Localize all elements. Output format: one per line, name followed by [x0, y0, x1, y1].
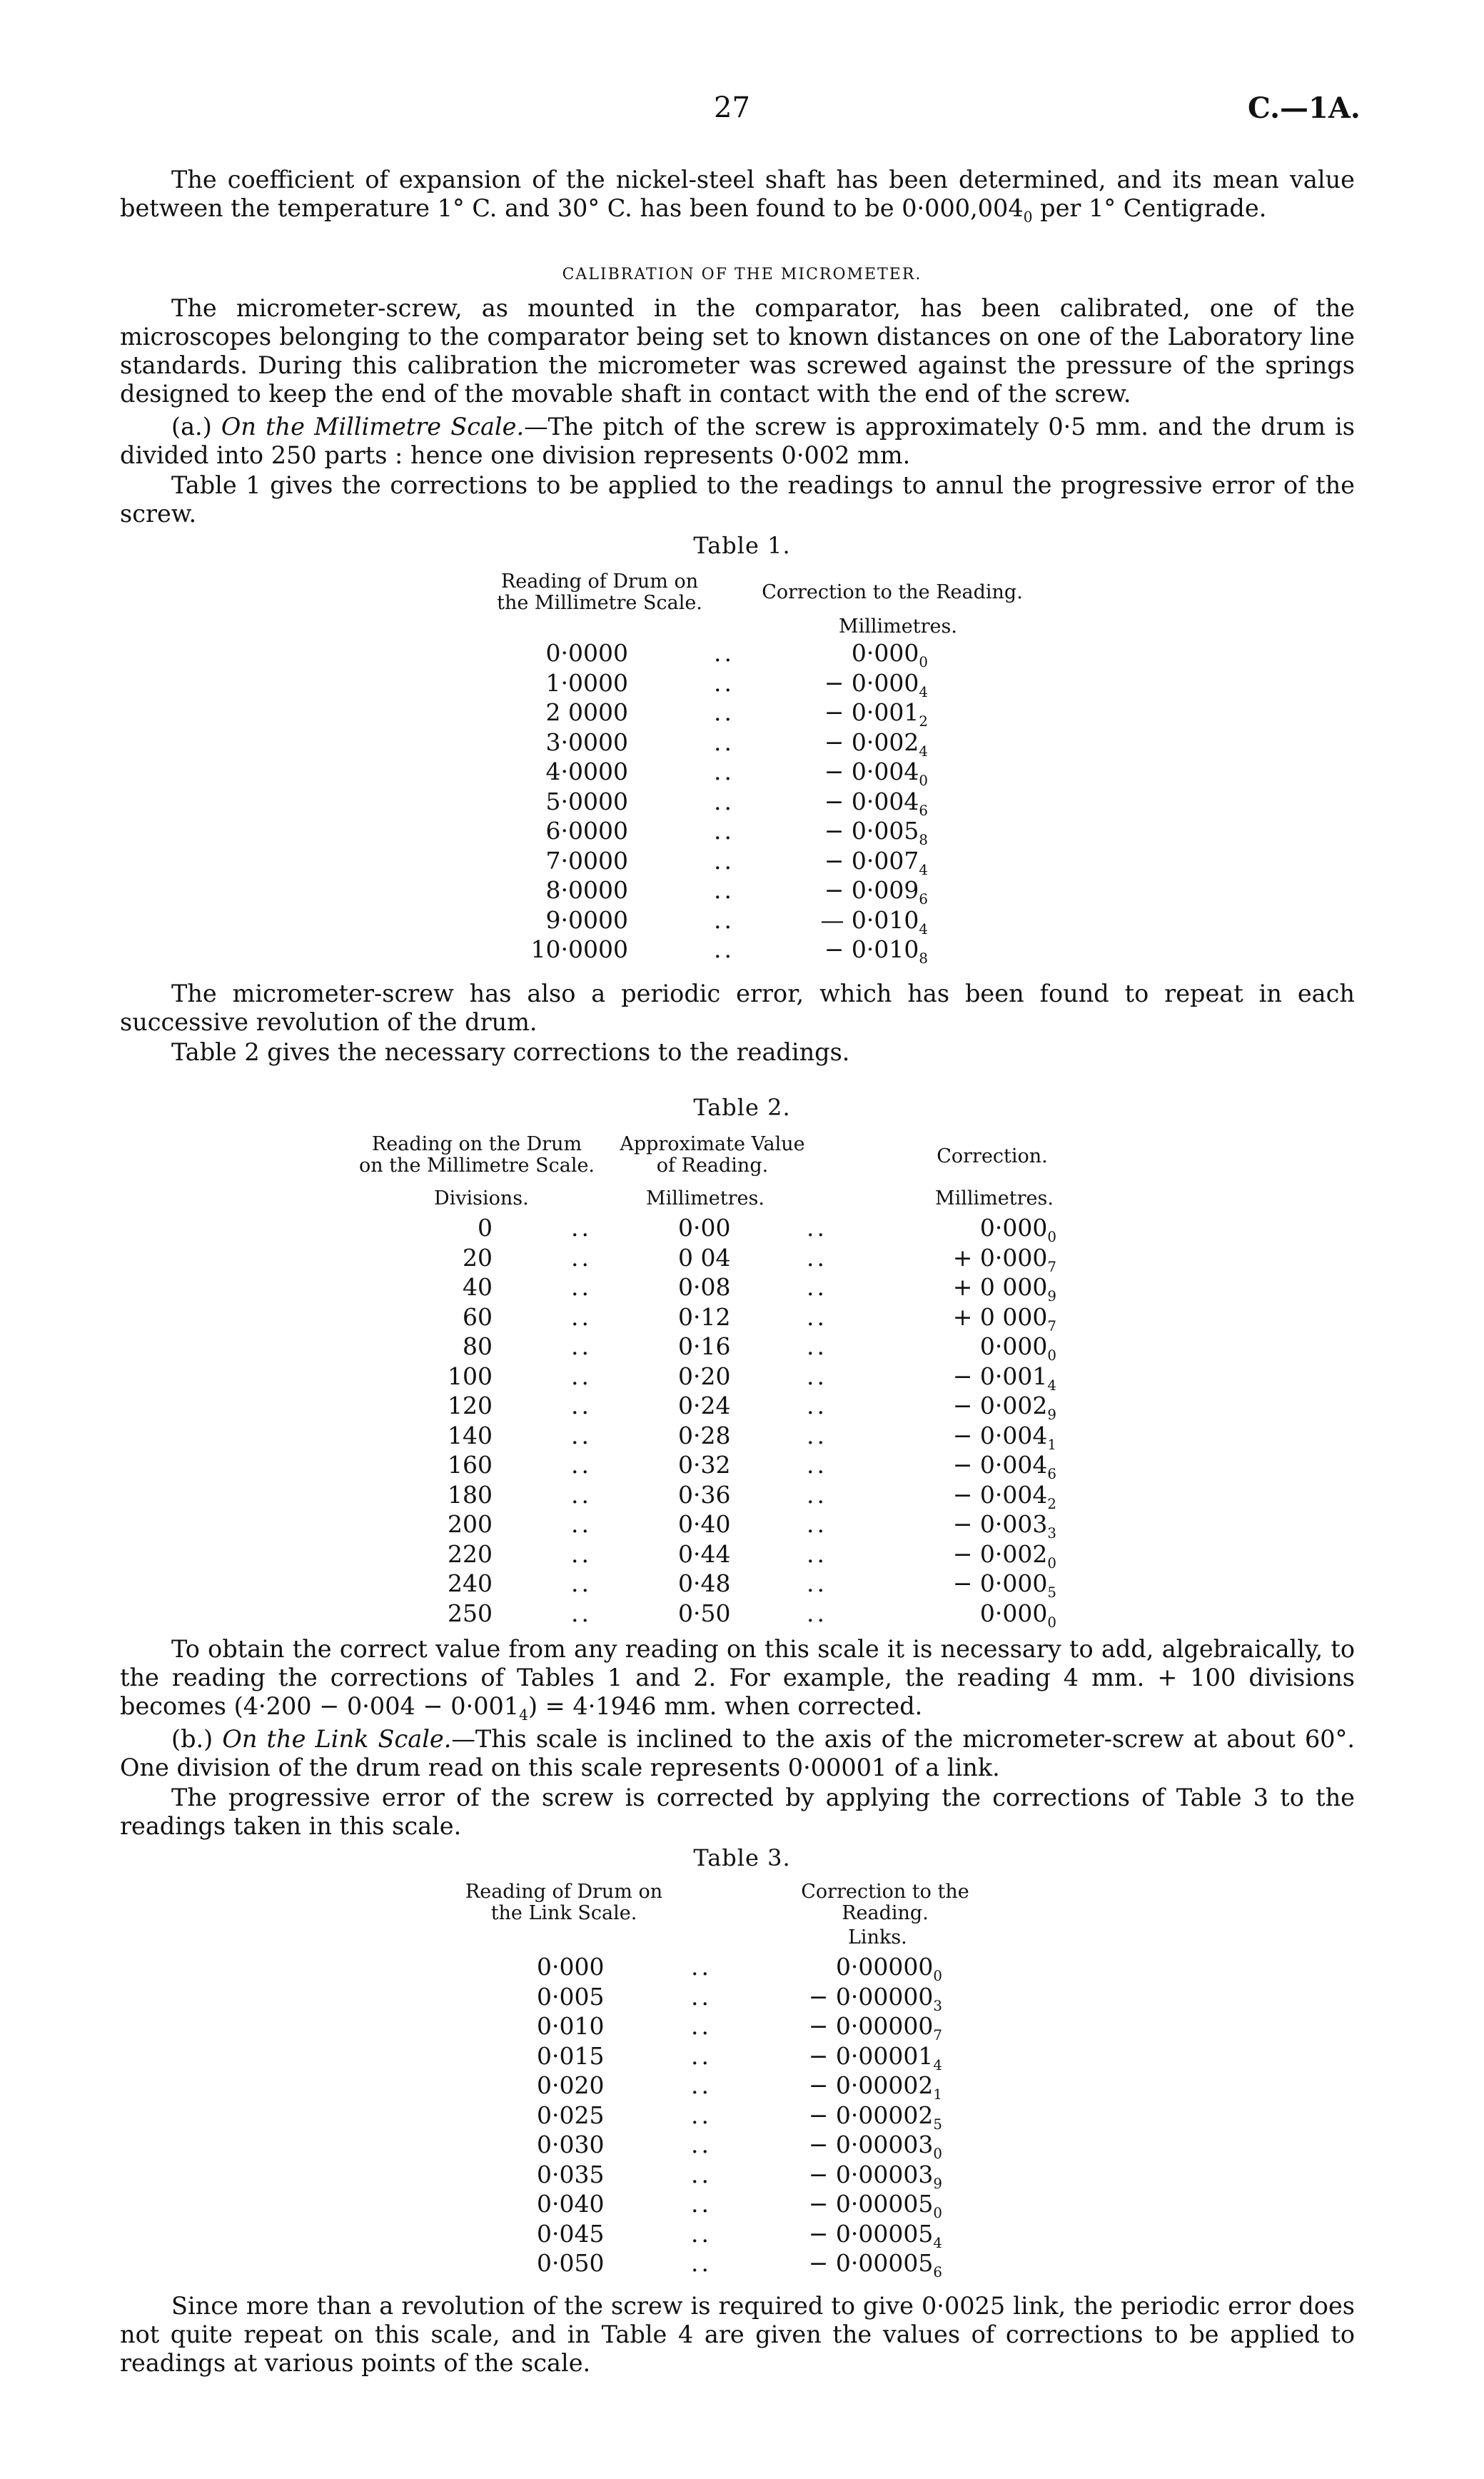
correction-subscript: 0: [933, 1968, 942, 1984]
leader-dots: ..: [714, 847, 735, 875]
correction-value: [892, 1244, 1056, 1275]
correction-text: − 0·00000: [808, 1983, 934, 2011]
drum-reading: 0·010: [537, 2012, 605, 2040]
correction-value: [757, 2161, 942, 2192]
table-row: [0, 876, 1484, 906]
example-paragraph: To obtain the correct value from any reading on this scale it is necessary to add, algebraically, to the reading the corrections of Tables 1 and 2. For example, the reading 4 mm. + 100 divisions becomes $(4\cdot 200 - 0\cdot 004 - 0\cdot 001_4) = 4\cdot 1946$ mm. when corrected.: [120, 1635, 1355, 1724]
leader-dots: ..: [691, 1953, 712, 1981]
correction-text: − 0·007: [824, 847, 919, 875]
correction-text: − 0·000: [824, 669, 919, 697]
leader-dots: ..: [807, 1569, 827, 1597]
table-row: [0, 1540, 1484, 1570]
leader-dots: ..: [571, 1303, 592, 1331]
correction-value: [757, 2131, 942, 2162]
drum-reading: 4·0000: [545, 758, 628, 785]
leader-dots: ..: [807, 1451, 827, 1479]
leader-dots: ..: [691, 1983, 712, 2011]
table2-col1-header: Reading on the Drum on the Millimetre Scale.: [358, 1133, 595, 1177]
table-row: [0, 1332, 1484, 1362]
drum-divisions: 20: [463, 1244, 493, 1272]
correction-text: + 0 000: [952, 1303, 1048, 1331]
table1-intro-paragraph: Table 1 gives the corrections to be applied to the readings to annul the progressive error of the screw.: [120, 471, 1355, 528]
leader-dots: ..: [571, 1569, 592, 1597]
drum-reading: 0·000: [537, 1953, 605, 1981]
table2-col2-units: Millimetres.: [646, 1187, 764, 1210]
table-row: [0, 2101, 1484, 2131]
approximate-value: 0·20: [678, 1362, 731, 1390]
calibration-paragraph: The micrometer-screw, as mounted in the comparator, has been calibrated, one of the microscopes belonging to the comparator being set to known distances on one of the Laboratory line standards. During this calibration the micrometer was screwed against the pressure of the springs designed to keep the end of the movable shaft in contact with the end of the screw.: [120, 294, 1355, 408]
correction-subscript: 7: [1047, 1259, 1056, 1275]
leader-dots: ..: [714, 935, 735, 963]
leader-dots: ..: [807, 1303, 827, 1331]
correction-subscript: 9: [1047, 1288, 1056, 1304]
correction-text: − 0·00005: [808, 2190, 934, 2218]
correction-text: — 0·010: [820, 906, 919, 934]
drum-reading: 7·0000: [545, 847, 628, 875]
leader-dots: ..: [807, 1244, 827, 1272]
drum-reading: 1·0000: [545, 669, 628, 697]
correction-text: 0·00000: [835, 1953, 934, 1981]
table-row: [0, 788, 1484, 818]
correction-text: − 0·004: [952, 1451, 1048, 1479]
correction-subscript: 0: [919, 773, 928, 789]
correction-value: [771, 935, 928, 967]
table-row: [0, 2042, 1484, 2072]
correction-subscript: 0: [933, 2205, 942, 2221]
table-row: [0, 817, 1484, 847]
leader-dots: ..: [714, 698, 735, 726]
drum-divisions: 180: [448, 1481, 493, 1509]
correction-subscript: 4: [919, 684, 928, 700]
correction-value: [771, 639, 928, 670]
leader-dots: ..: [691, 2131, 712, 2158]
correction-subscript: 4: [1047, 1377, 1056, 1394]
drum-reading: 8·0000: [545, 876, 628, 904]
leader-dots: ..: [691, 2249, 712, 2277]
drum-divisions: 120: [448, 1392, 493, 1419]
approximate-value: 0·44: [678, 1540, 731, 1568]
correction-value: [892, 1481, 1056, 1512]
correction-value: [892, 1332, 1056, 1364]
correction-subscript: 5: [1047, 1584, 1056, 1601]
drum-reading: 0·045: [537, 2220, 605, 2248]
approximate-value: 0·24: [678, 1392, 731, 1419]
table1-col1-header: Reading of Drum on the Millimetre Scale.: [497, 570, 702, 614]
table2-col2-header: Approximate Value of Reading.: [620, 1133, 805, 1177]
approximate-value: 0·28: [678, 1422, 731, 1449]
drum-divisions: 200: [448, 1510, 493, 1538]
leader-dots: ..: [571, 1451, 592, 1479]
table-row: [0, 1983, 1484, 2013]
link-scale-paragraph: (b.) On the Link Scale.—This scale is inclined to the axis of the micrometer-screw at about 60°. One division of the drum read on this scale represents 0·00001 of a link.: [120, 1725, 1355, 1781]
correction-text: 0·000: [851, 639, 919, 667]
correction-subscript: 0: [919, 654, 928, 670]
correction-text: + 0 000: [952, 1273, 1048, 1301]
correction-value: [892, 1214, 1056, 1245]
leader-dots: ..: [571, 1332, 592, 1360]
correction-subscript: 0: [933, 2146, 942, 2162]
correction-subscript: 0: [1047, 1614, 1056, 1631]
correction-text: − 0·00002: [808, 2071, 934, 2099]
approximate-value: 0·32: [678, 1451, 731, 1479]
leader-dots: ..: [807, 1362, 827, 1390]
correction-subscript: 3: [933, 1998, 942, 2014]
drum-divisions: 80: [463, 1332, 493, 1360]
approximate-value: 0·00: [678, 1214, 731, 1242]
correction-subscript: 6: [919, 891, 928, 907]
table2-intro-paragraph: Table 2 gives the necessary corrections to the readings.: [171, 1038, 850, 1066]
drum-divisions: 250: [448, 1599, 493, 1627]
approximate-value: 0 04: [678, 1244, 731, 1272]
table-row: [0, 1362, 1484, 1392]
drum-divisions: 160: [448, 1451, 493, 1479]
leader-dots: ..: [691, 2071, 712, 2099]
drum-divisions: 40: [463, 1273, 493, 1301]
leader-dots: ..: [691, 2042, 712, 2070]
correction-value: [892, 1303, 1056, 1334]
drum-reading: 0·020: [537, 2071, 605, 2099]
correction-text: − 0·002: [952, 1392, 1048, 1419]
table-row: [0, 1273, 1484, 1303]
correction-subscript: 6: [1047, 1466, 1056, 1482]
table-row: [0, 2071, 1484, 2101]
correction-value: [892, 1392, 1056, 1423]
leader-dots: ..: [807, 1540, 827, 1568]
leader-dots: ..: [571, 1599, 592, 1627]
correction-subscript: 2: [919, 713, 928, 730]
correction-text: − 0·001: [952, 1362, 1048, 1390]
correction-value: [757, 2249, 942, 2281]
correction-subscript: 7: [1047, 1318, 1056, 1334]
drum-divisions: 60: [463, 1303, 493, 1331]
correction-value: [892, 1599, 1056, 1631]
correction-subscript: 0: [1047, 1555, 1056, 1572]
correction-subscript: 6: [933, 2264, 942, 2281]
correction-text: − 0·004: [952, 1481, 1048, 1509]
leader-dots: ..: [691, 2012, 712, 2040]
table-row: [0, 2220, 1484, 2250]
correction-subscript: 4: [919, 862, 928, 878]
correction-text: − 0·004: [824, 788, 919, 815]
correction-text: − 0·00001: [808, 2042, 934, 2070]
table-row: [0, 1481, 1484, 1511]
leader-dots: ..: [807, 1392, 827, 1419]
table2-title: Table 2.: [693, 1094, 791, 1121]
correction-text: − 0·00002: [808, 2101, 934, 2129]
table-row: [0, 758, 1484, 788]
approximate-value: 0·48: [678, 1569, 731, 1597]
leader-dots: ..: [807, 1481, 827, 1509]
table-row: [0, 935, 1484, 965]
correction-value: [892, 1540, 1056, 1572]
leader-dots: ..: [571, 1273, 592, 1301]
drum-reading: 0·040: [537, 2190, 605, 2218]
intro-paragraph: The coefficient of expansion of the nickel-steel shaft has been determined, and its mean value between the temperature 1° C. and 30° C. has been found to be $0\cdot 000,004_0$ per 1° Centigrade.: [120, 166, 1355, 226]
correction-subscript: 9: [1047, 1407, 1056, 1423]
approximate-value: 0·08: [678, 1273, 731, 1301]
drum-reading: 2 0000: [545, 698, 628, 726]
correction-value: [771, 906, 928, 937]
correction-text: − 0·002: [952, 1540, 1048, 1568]
correction-subscript: 0: [1047, 1229, 1056, 1245]
leader-dots: ..: [571, 1362, 592, 1390]
correction-text: − 0·00003: [808, 2131, 934, 2158]
correction-value: [771, 669, 928, 700]
drum-reading: 0·005: [537, 1983, 605, 2011]
leader-dots: ..: [691, 2220, 712, 2248]
correction-subscript: 8: [919, 832, 928, 848]
correction-subscript: 7: [933, 2027, 942, 2043]
correction-text: − 0·009: [824, 876, 919, 904]
correction-value: [892, 1510, 1056, 1542]
leader-dots: ..: [691, 2101, 712, 2129]
correction-text: 0·000: [979, 1332, 1048, 1360]
leader-dots: ..: [571, 1392, 592, 1419]
approximate-value: 0·12: [678, 1303, 731, 1331]
leader-dots: ..: [807, 1510, 827, 1538]
correction-value: [892, 1273, 1056, 1304]
correction-value: [892, 1422, 1056, 1453]
leader-dots: ..: [714, 876, 735, 904]
correction-subscript: 4: [933, 2235, 942, 2251]
correction-value: [757, 2012, 942, 2043]
leader-dots: ..: [807, 1422, 827, 1449]
leader-dots: ..: [691, 2161, 712, 2188]
section-title: CALIBRATION OF THE MICROMETER.: [562, 266, 922, 283]
correction-text: − 0·000: [952, 1569, 1048, 1597]
correction-text: − 0·00000: [808, 2012, 934, 2040]
correction-value: [757, 2071, 942, 2103]
table2-col1-units: Divisions.: [434, 1187, 529, 1210]
correction-text: 0·000: [979, 1214, 1048, 1242]
periodic-error-paragraph: The micrometer-screw has also a periodic error, which has been found to repeat in each successive revolution of the drum.: [120, 980, 1355, 1036]
leader-dots: ..: [714, 639, 735, 667]
drum-divisions: 100: [448, 1362, 493, 1390]
correction-text: − 0·00003: [808, 2161, 934, 2188]
leader-dots: ..: [807, 1273, 827, 1301]
correction-subscript: 5: [933, 2116, 942, 2133]
leader-dots: ..: [571, 1510, 592, 1538]
table2-col3-units: Millimetres.: [935, 1187, 1054, 1210]
leader-dots: ..: [691, 2190, 712, 2218]
leader-dots: ..: [571, 1244, 592, 1272]
table-row: [0, 2249, 1484, 2279]
table1-units: Millimetres.: [839, 615, 957, 638]
table-row: [0, 639, 1484, 669]
correction-subscript: 3: [1047, 1525, 1056, 1542]
leader-dots: ..: [571, 1214, 592, 1242]
table3-title: Table 3.: [693, 1844, 791, 1871]
correction-value: [771, 758, 928, 789]
correction-text: − 0·00005: [808, 2220, 934, 2248]
correction-subscript: 2: [1047, 1496, 1056, 1512]
correction-value: [771, 876, 928, 907]
correction-text: − 0·010: [824, 935, 919, 963]
table-row: [0, 847, 1484, 877]
correction-text: − 0·00005: [808, 2249, 934, 2277]
document-reference: C.—1A.: [1248, 91, 1361, 125]
approximate-value: 0·16: [678, 1332, 731, 1360]
correction-value: [771, 817, 928, 848]
drum-divisions: 140: [448, 1422, 493, 1449]
leader-dots: ..: [714, 758, 735, 785]
table-row: [0, 698, 1484, 728]
table-row: [0, 1451, 1484, 1481]
table3-col2-header: Correction to the Reading.: [801, 1881, 969, 1924]
correction-subscript: 9: [933, 2176, 942, 2192]
table-row: [0, 1953, 1484, 1983]
correction-subscript: 4: [919, 921, 928, 937]
drum-reading: 3·0000: [545, 728, 628, 756]
leader-dots: ..: [714, 669, 735, 697]
table-row: [0, 669, 1484, 699]
table-row: [0, 1244, 1484, 1274]
approximate-value: 0·50: [678, 1599, 731, 1627]
table-row: [0, 1569, 1484, 1599]
drum-reading: 6·0000: [545, 817, 628, 845]
leader-dots: ..: [714, 728, 735, 756]
correction-value: [771, 698, 928, 730]
page-number: 27: [714, 91, 750, 124]
correction-text: − 0·005: [824, 817, 919, 845]
table3-intro-paragraph: The progressive error of the screw is corrected by applying the corrections of Table 3 to the readings taken in this scale.: [120, 1784, 1355, 1840]
drum-divisions: 0: [478, 1214, 493, 1242]
correction-subscript: 1: [933, 2086, 942, 2103]
correction-subscript: 8: [919, 950, 928, 967]
drum-reading: 9·0000: [545, 906, 628, 934]
drum-reading: 0·050: [537, 2249, 605, 2277]
correction-value: [892, 1362, 1056, 1394]
approximate-value: 0·36: [678, 1481, 731, 1509]
correction-value: [757, 1953, 942, 1984]
table1-col2-header: Correction to the Reading.: [762, 581, 1023, 603]
table3-col1-header: Reading of Drum on the Link Scale.: [465, 1881, 663, 1924]
drum-reading: 5·0000: [545, 788, 628, 815]
drum-divisions: 220: [448, 1540, 493, 1568]
leader-dots: ..: [714, 906, 735, 934]
correction-subscript: 0: [1047, 1347, 1056, 1364]
table-row: [0, 2131, 1484, 2161]
table-row: [0, 1392, 1484, 1422]
correction-text: − 0·002: [824, 728, 919, 756]
correction-text: + 0·000: [952, 1244, 1048, 1272]
correction-value: [757, 1983, 942, 2014]
approximate-value: 0·40: [678, 1510, 731, 1538]
drum-reading: 0·015: [537, 2042, 605, 2070]
correction-text: − 0·004: [824, 758, 919, 785]
correction-value: [771, 847, 928, 878]
correction-value: [757, 2190, 942, 2221]
correction-value: [757, 2042, 942, 2073]
correction-text: − 0·004: [952, 1422, 1048, 1449]
leader-dots: ..: [714, 817, 735, 845]
millimetre-scale-paragraph: (a.) On the Millimetre Scale.—The pitch of the screw is approximately 0·5 mm. and the drum is divided into 250 parts : hence one division represents 0·002 mm.: [120, 413, 1355, 469]
leader-dots: ..: [571, 1422, 592, 1449]
final-paragraph: Since more than a revolution of the screw is required to give 0·0025 link, the periodic error does not quite repeat on this scale, and in Table 4 are given the values of corrections to be applied to readings at various points of the scale.: [120, 2292, 1355, 2377]
correction-subscript: 6: [919, 803, 928, 819]
table-row: [0, 2190, 1484, 2220]
leader-dots: ..: [714, 788, 735, 815]
correction-value: [892, 1451, 1056, 1482]
drum-divisions: 240: [448, 1569, 493, 1597]
correction-subscript: 4: [919, 743, 928, 760]
leader-dots: ..: [807, 1599, 827, 1627]
correction-value: [771, 728, 928, 760]
correction-value: [771, 788, 928, 819]
correction-subscript: 4: [933, 2057, 942, 2073]
drum-reading: 0·035: [537, 2161, 605, 2188]
correction-value: [757, 2101, 942, 2133]
correction-value: [892, 1569, 1056, 1601]
table-row: [0, 1303, 1484, 1333]
leader-dots: ..: [571, 1481, 592, 1509]
table2-col3-header: Correction.: [937, 1145, 1048, 1167]
leader-dots: ..: [807, 1332, 827, 1360]
table-row: [0, 906, 1484, 936]
correction-value: [757, 2220, 942, 2251]
drum-reading: 0·0000: [545, 639, 628, 667]
table-row: [0, 1422, 1484, 1452]
correction-text: 0·000: [979, 1599, 1048, 1627]
leader-dots: ..: [807, 1214, 827, 1242]
table-row: [0, 1214, 1484, 1244]
table-row: [0, 1599, 1484, 1629]
table-row: [0, 1510, 1484, 1540]
correction-text: − 0·001: [824, 698, 919, 726]
drum-reading: 10·0000: [530, 935, 628, 963]
table1-title: Table 1.: [693, 532, 791, 559]
table-row: [0, 728, 1484, 758]
correction-text: − 0·003: [952, 1510, 1048, 1538]
drum-reading: 0·030: [537, 2131, 605, 2158]
leader-dots: ..: [571, 1540, 592, 1568]
drum-reading: 0·025: [537, 2101, 605, 2129]
table-row: [0, 2012, 1484, 2042]
table-row: [0, 2161, 1484, 2191]
table3-units: Links.: [848, 1926, 907, 1948]
correction-subscript: 1: [1047, 1437, 1056, 1453]
